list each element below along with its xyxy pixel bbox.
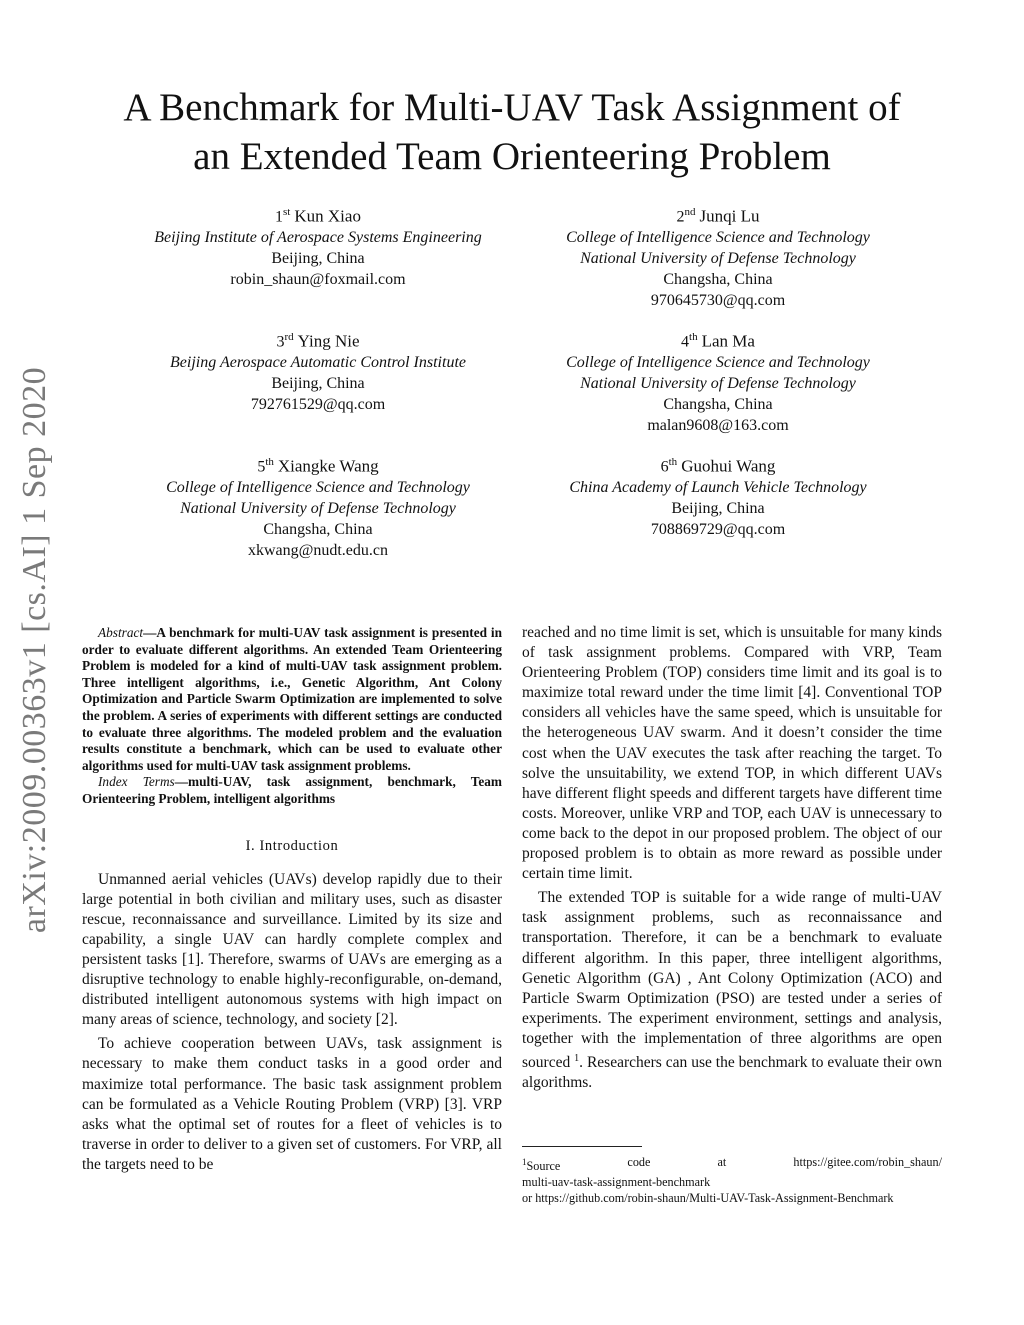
author-affiliation-2: National University of Defense Technology bbox=[580, 250, 856, 268]
index-terms-label: Index Terms bbox=[98, 774, 175, 790]
right-column bbox=[522, 623, 942, 1093]
footnote: $^1$Source code at https://gitee.com/robin_shaun/ multi-uav-task-assignment-benchmark or https://github.com/robin-shaun/Multi-UAV-Task-Assignment-Benchmark bbox=[522, 1155, 942, 1206]
author-location: Changsha, China bbox=[663, 271, 773, 289]
author-name: Ying Nie bbox=[297, 331, 360, 351]
right-paragraph-2: The extended TOP is suitable for a wide range of multi-UAV task assignment problems, such as reconnaissance and transportation. Therefore, it can be a benchmark to evaluate different algorithm. In this paper, three intelligent algorithms, Genetic Algorithm (GA) , Ant Colony Optimization (ACO) and Particle Swarm Optimization (PSO) are tested under a series of experiments. The experiment environment, settings and analysis, together with the implementation of three algorithms are open sourced $^1$. Researchers can use the benchmark to evaluate their own algorithms. bbox=[522, 889, 943, 1092]
right-paragraph-1: reached and no time limit is set, which is unsuitable for many kinds of task assignment problems. Compared with VRP, Team Orienteering Problem (TOP) considers time limit and its goal is to maximize total reward under the time limit [4]. Conventional TOP considers all vehicles have the same speed, which is unsuitable for the heterogeneous UAV swarm. And it doesn’t consider the time cost when the UAV executes the task after reaching the target. To solve the unsuitability, we extend TOP, in which different UAVs have different flight speeds and different targets have different time costs. Moreover, unlike VRP and TOP, each UAV is unnecessary to come back to the depot in our proposed problem. The object of our proposed problem is to obtain as more reward as possible under certain time limit. bbox=[522, 624, 942, 883]
author-location: Changsha, China bbox=[263, 521, 373, 539]
footnote-ref: 1 bbox=[574, 1052, 580, 1064]
author-affiliation: College of Intelligence Science and Technology bbox=[566, 354, 870, 372]
left-column bbox=[82, 625, 502, 1175]
footnote-link-2: or https://github.com/robin-shaun/Multi-UAV-Task-Assignment-Benchmark bbox=[522, 1191, 894, 1206]
author-affiliation-2: National University of Defense Technology bbox=[580, 375, 856, 393]
abstract-label: Abstract bbox=[98, 625, 144, 640]
author-block-6: 6th Guohui Wang China Academy of Launch Vehicle Technology Beijing, China 708869729@qq.com bbox=[503, 452, 933, 540]
footnote-link: https://gitee.com/robin_shaun/ bbox=[793, 1155, 942, 1169]
index-terms: Index Terms—multi-UAV, task assignment, benchmark, Team Orienteering Problem, intelligent algorithms bbox=[82, 774, 502, 806]
author-email: 970645730@qq.com bbox=[650, 292, 786, 310]
author-name: Junqi Lu bbox=[699, 206, 760, 226]
intro-paragraph-2: To achieve cooperation between UAVs, task assignment is necessary to make them conduct tasks in a good order and maximize total performance. The basic task assignment problem can be formulated as a Vehicle Routing Problem (VRP) [3]. VRP asks what the optimal set of routes for a fleet of vehicles is to traverse in order to deliver to a given set of customers. For VRP, all the targets need to be bbox=[82, 1035, 502, 1173]
author-name: Kun Xiao bbox=[294, 206, 361, 226]
author-affiliation: College of Intelligence Science and Technology bbox=[166, 479, 470, 497]
section-heading: I. Introduction bbox=[245, 837, 339, 854]
author-affiliation: China Academy of Launch Vehicle Technology bbox=[569, 479, 867, 497]
arxiv-stamp: arXiv:2009.00363v1 [cs.AI] 1 Sep 2020 bbox=[16, 366, 54, 934]
author-email: 792761529@qq.com bbox=[250, 396, 386, 414]
author-email: 708869729@qq.com bbox=[650, 521, 786, 539]
author-email: robin_shaun@foxmail.com bbox=[230, 271, 406, 289]
author-affiliation: Beijing Institute of Aerospace Systems Engineering bbox=[154, 229, 482, 247]
author-affiliation: College of Intelligence Science and Technology bbox=[566, 229, 870, 247]
author-location: Beijing, China bbox=[671, 500, 765, 518]
author-affiliation: Beijing Aerospace Automatic Control Institute bbox=[170, 354, 466, 372]
author-location: Beijing, China bbox=[271, 250, 365, 268]
paper-title bbox=[80, 83, 944, 181]
author-block-3: 3rd Ying Nie Beijing Aerospace Automatic Control Institute Beijing, China 792761529@qq.com bbox=[103, 327, 533, 415]
author-block-4: 4th Lan Ma College of Intelligence Science and Technology National University of Defense Technology Changsha, China malan9608@163.com bbox=[503, 327, 933, 436]
author-email: malan9608@163.com bbox=[647, 417, 789, 435]
footnote-rule bbox=[522, 1146, 642, 1147]
author-name: Guohui Wang bbox=[681, 456, 776, 476]
author-name: Lan Ma bbox=[701, 331, 755, 351]
author-name: Xiangke Wang bbox=[277, 456, 379, 476]
author-email: xkwang@nudt.edu.cn bbox=[247, 542, 389, 560]
title-line-2: an Extended Team Orienteering Problem bbox=[193, 135, 831, 178]
author-block-2: 2nd Junqi Lu College of Intelligence Science and Technology National University of Defense Technology Changsha, China 970645730@qq.com bbox=[503, 202, 933, 311]
author-affiliation-2: National University of Defense Technology bbox=[180, 500, 456, 518]
author-location: Changsha, China bbox=[663, 396, 773, 414]
intro-paragraph-1: Unmanned aerial vehicles (UAVs) develop rapidly due to their large potential in both civilian and military uses, such as disaster rescue, reconnaissance and surveillance. Limited by its size and capability, a single UAV can hardly complete complex and persistent tasks [1]. Therefore, swarms of UAVs are emerging as a disruptive technology to enable highly-reconfigurable, on-demand, distributed intelligent autonomous systems with high impact on many areas of science, technology, and society [2]. bbox=[82, 870, 502, 1029]
author-location: Beijing, China bbox=[271, 375, 365, 393]
abstract: Abstract—A benchmark for multi-UAV task assignment is presented in order to evaluate different algorithms. An extended Team Orienteering Problem is modeled for a kind of multi-UAV task assignment problem. Three intelligent algorithms, i.e., Genetic Algorithm, Ant Colony Optimization and Particle Swarm Optimization are implemented to solve the problem. A series of experiments with different settings are conducted to evaluate three algorithms. The modeled problem and the evaluation results constitute a benchmark, which can be used to evaluate other algorithms used for multi-UAV task assignment problems. bbox=[82, 625, 502, 773]
author-block-5: 5th Xiangke Wang College of Intelligence Science and Technology National University of Defense Technology Changsha, China xkwang@nudt.edu.cn bbox=[103, 452, 533, 561]
author-block-1: 1st Kun Xiao Beijing Institute of Aerospace Systems Engineering Beijing, China robin_shaun@foxmail.com bbox=[103, 202, 533, 290]
title-line-1: A Benchmark for Multi-UAV Task Assignment of bbox=[123, 86, 901, 129]
